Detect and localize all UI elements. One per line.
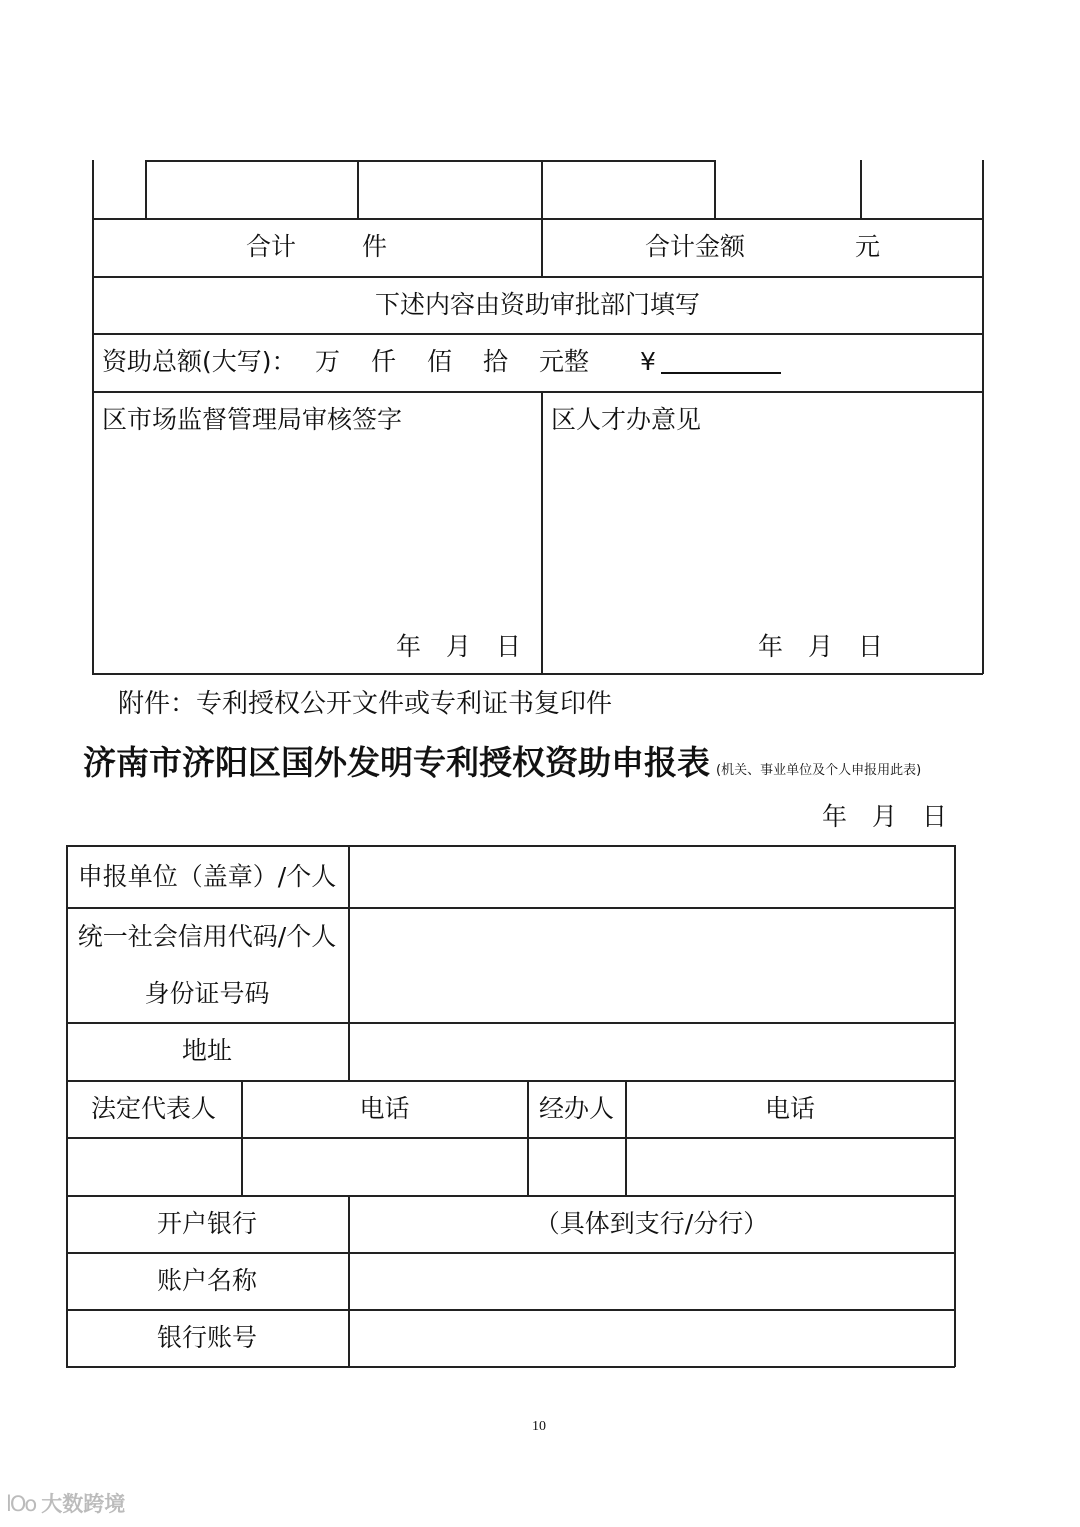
app-table-bottom-border	[66, 1366, 955, 1368]
form-date: 年 月 日	[822, 802, 948, 831]
account-number-label: 银行账号	[156, 1323, 257, 1352]
top-table-right-border	[982, 160, 984, 674]
top-table-divider	[92, 218, 983, 220]
top-table-divider	[714, 160, 716, 218]
applicant-field[interactable]	[350, 847, 953, 907]
top-table-divider	[357, 160, 359, 218]
credit-code-field[interactable]	[350, 909, 953, 1022]
top-table-divider	[92, 333, 983, 335]
bank-label: 开户银行	[156, 1209, 257, 1238]
handler-phone-field[interactable]	[627, 1139, 954, 1195]
legal-rep-field[interactable]	[68, 1139, 241, 1195]
credit-code-label-line1: 统一社会信用代码/个人	[77, 922, 337, 951]
market-bureau-sign: 区市场监督管理局审核签字	[102, 405, 403, 434]
phone-label-2: 电话	[764, 1094, 815, 1123]
watermark-text: 大数跨境	[41, 1492, 126, 1516]
top-table-divider	[541, 391, 543, 674]
talent-office-opinion: 区人才办意见	[551, 405, 702, 434]
unit-wan: 万	[315, 347, 341, 376]
account-name-label: 账户名称	[156, 1266, 257, 1295]
legal-rep-label: 法定代表人	[90, 1094, 216, 1123]
watermark-logo-icon: lOo	[6, 1492, 36, 1516]
top-table-left-border	[92, 160, 94, 674]
form-title	[83, 743, 921, 791]
credit-code-label-line2: 身份证号码	[144, 979, 270, 1008]
phone-label-1: 电话	[359, 1094, 410, 1123]
top-table-divider	[145, 160, 715, 162]
total-label: 合计	[246, 232, 297, 261]
unit-bai: 佰	[427, 347, 453, 376]
app-table-divider	[66, 1080, 955, 1082]
currency-symbol: ¥	[640, 347, 656, 376]
form-title-note: (机关、事业单位及个人申报用此表)	[716, 763, 922, 778]
total-amount-unit: 元	[855, 232, 881, 261]
app-table-divider	[66, 1195, 955, 1197]
top-table-divider	[145, 160, 147, 218]
approval-header: 下述内容由资助审批部门填写	[374, 290, 700, 319]
app-table-right-border	[954, 845, 956, 1367]
handler-label: 经办人	[538, 1094, 614, 1123]
address-label: 地址	[181, 1036, 232, 1065]
subsidy-label: 资助总额(大写)：	[102, 347, 297, 376]
applicant-label: 申报单位（盖章）/个人	[77, 862, 337, 891]
account-number-field[interactable]	[350, 1311, 953, 1366]
bank-hint: （具体到支行/分行）	[534, 1209, 769, 1238]
total-unit: 件	[362, 232, 388, 261]
top-table-divider	[92, 673, 983, 675]
account-name-field[interactable]	[350, 1254, 953, 1309]
page-number: 10	[532, 1419, 546, 1434]
unit-shi: 拾	[483, 347, 509, 376]
watermark	[6, 1492, 125, 1516]
date-right: 年 月 日	[758, 632, 884, 661]
unit-yuan: 元整	[539, 347, 590, 376]
attachment-note: 附件：专利授权公开文件或专利证书复印件	[118, 689, 613, 719]
total-amount-label: 合计金额	[645, 232, 746, 261]
top-table-divider	[92, 276, 983, 278]
unit-qian: 仟	[371, 347, 397, 376]
handler-field[interactable]	[529, 1139, 625, 1195]
address-field[interactable]	[350, 1024, 953, 1080]
top-table-divider	[860, 160, 862, 218]
form-title-text: 济南市济阳区国外发明专利授权资助申报表	[83, 743, 710, 782]
amount-blank-line	[661, 372, 781, 374]
date-left: 年 月 日	[396, 632, 522, 661]
legal-rep-phone-field[interactable]	[243, 1139, 527, 1195]
top-table-divider	[92, 391, 983, 393]
